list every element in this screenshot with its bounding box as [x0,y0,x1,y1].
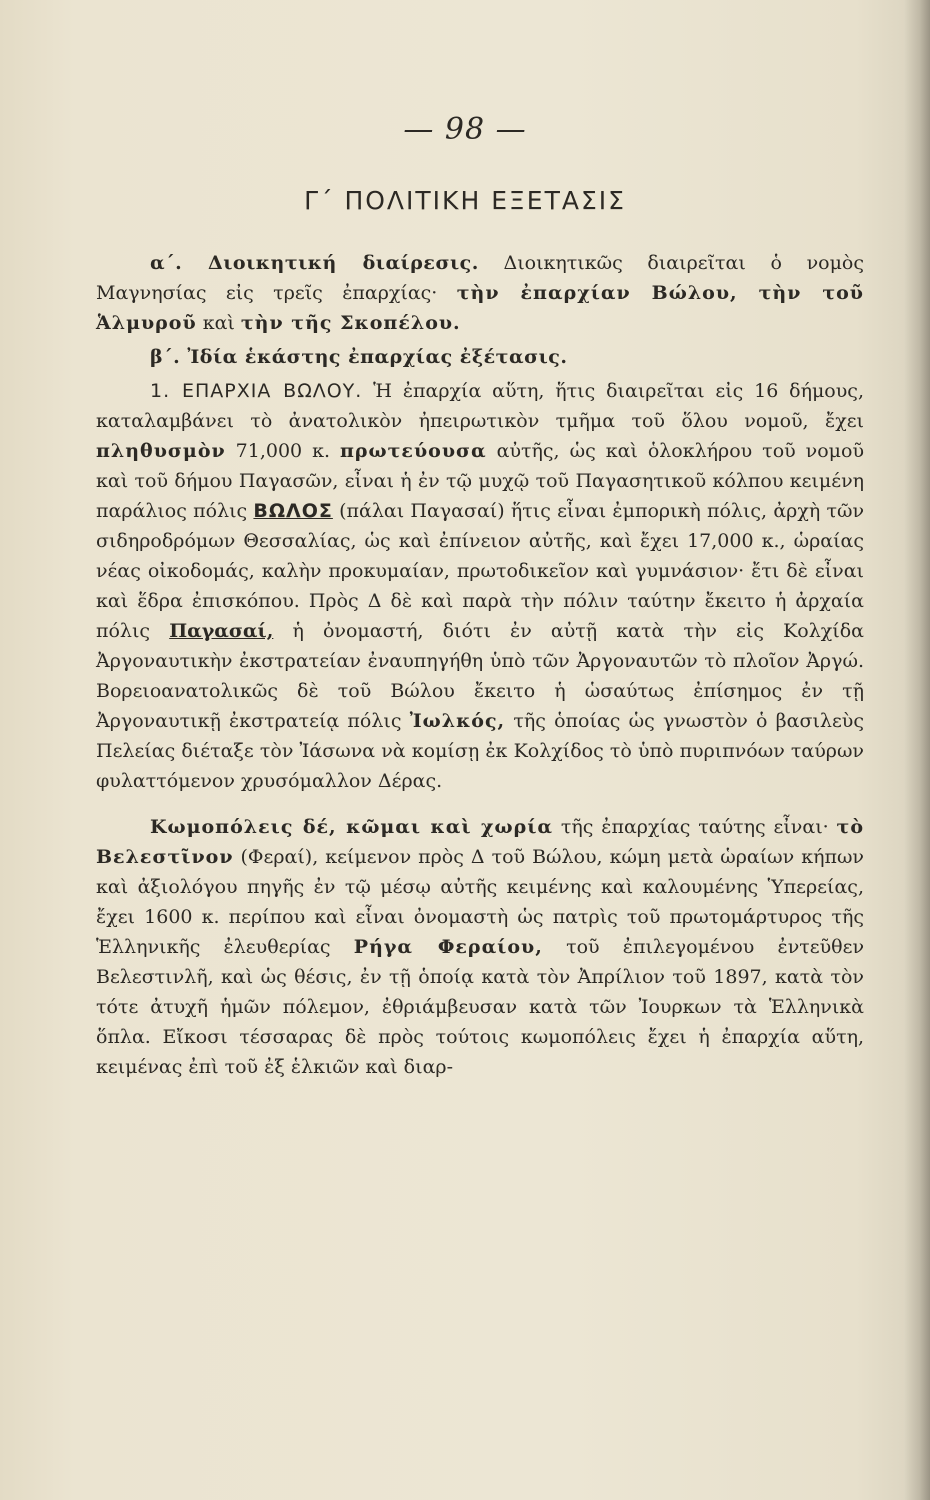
volos-text-1: Ἡ ἐπαρχία αὕτη, ἥτις διαιρεῖται εἰς 16 δήμους, καταλαμβάνει τὸ ἀνατολικὸν ἠπειρωτικὸν τμῆμα τοῦ ὅλου νομοῦ, ἔχει [96,380,864,432]
towns-text-1: τῆς ἐπαρχίας ταύτης εἶναι· [553,816,837,838]
admin-text-2: καὶ [196,312,241,334]
body-text [96,248,864,1086]
province-almyros: τὴν τοῦ Ἁλμυροῦ [96,282,864,334]
capital-label: πρωτεύουσα [340,440,487,462]
volos-text-6: τῆς ὁποίας ὡς γνωστὸν ὁ βασιλεὺς Πελείας διέταξε τὸν Ἰάσωνα νὰ κομίσῃ ἐκ Κολχίδος τὸ ὑπὸ πυριπνόων ταύρων φυλαττόμενον χρυσόμαλλον Δέρας. [96,710,864,792]
rigas-name: Ρήγα Φεραίου, [353,936,543,958]
towns-text-3: τοῦ ἐπιλεγομένου ἐντεῦθεν Βελεστινλῆ, καὶ ὡς θέσις, ἐν τῇ ὁποίᾳ κατὰ τὸν Ἀπρίλιον τοῦ 1897, κατὰ τὸν τότε ἀτυχῆ ἡμῶν πόλεμον, ἐθριάμβευσαν κατὰ τῶν Ἰουρκων τὰ Ἑλληνικὰ ὅπλα. Εἴκοσι τέσσαρας δὲ πρὸς τούτοις κωμοπόλεις ἔχει ἡ ἐπαρχία αὕτη, κειμένας ἐπὶ τοῦ ἐξ ἑλκιῶν καὶ διαρ- [96,936,865,1078]
section-title: Γ΄ ΠΟΛΙΤΙΚΗ ΕΞΕΤΑΣΙΣ [304,186,626,215]
volos-text-4: (πάλαι Παγασαί) ἥτις εἶναι ἐμπορικὴ πόλις, ἀρχὴ τῶν σιδηροδρόμων Θεσσαλίας, ὡς καὶ ἐπίνειον αὐτῆς, καὶ ἔχει 17,000 κ., ὡραίας νέας οἰκοδομάς, καλὴν προκυμαίαν, πρωτοδικεῖον καὶ γυμνάσιον· ἔτι δὲ εἶναι καὶ ἕδρα ἐπισκόπου. Πρὸς Δ δὲ καὶ παρὰ τὴν πόλιν ταύτην ἔκειτο ἡ ἀρχαία πόλις [96,500,865,642]
pagasai-name: Παγασαί, [169,620,274,642]
volos-text-5: ἡ ὀνομαστή, διότι ἐν αὐτῇ κατὰ τὴν εἰς Κολχίδα Ἀργοναυτικὴν ἐκστρατείαν ἐναυπηγήθη ὑπὸ τῶν Ἀργοναυτῶν τὸ πλοῖον Ἀργώ. Βορειοανατολικῶς δὲ τοῦ Βώλου ἔκειτο ἡ ὡσαύτως ἐπίσημος ἐν τῇ Ἀργοναυτικῇ ἐκστρατείᾳ πόλις [96,620,864,732]
volos-heading: 1. ΕΠΑΡΧΙΑ ΒΩΛΟΥ. [150,380,363,402]
province-skopelos: τὴν τῆς Σκοπέλου. [240,312,461,334]
towns-paragraph [96,812,864,1082]
page-binding-shadow [904,0,930,1500]
admin-subheading: α΄. Διοικητική διαίρεσις. [150,252,479,274]
volos-paragraph [96,376,864,796]
volos-text-3: αὐτῆς, ὡς καὶ ὁλοκλήρου τοῦ νομοῦ καὶ τοῦ δήμου Παγασῶν, εἶναι ἡ ἐν τῷ μυχῷ τοῦ Παγασητικοῦ κόλπου κειμένη παράλιος πόλις [96,440,864,522]
population-label: πληθυσμὸν [96,440,226,462]
towns-text-2: (Φεραί), κείμενον πρὸς Δ τοῦ Βώλου, κώμη μετὰ ὡραίων κήπων καὶ ἀξιολόγου πηγῆς ἐν τῷ μέσῳ αὐτῆς κειμένης καὶ καλουμένης Ὑπερείας, ἔχει 1600 κ. περίπου καὶ εἶναι ὀνομαστὴ ὡς πατρὶς τοῦ πρωτομάρτυρος τῆς Ἑλληνικῆς ἐλευθερίας [96,846,864,958]
admin-paragraph [96,248,864,338]
individual-heading-paragraph [96,342,864,372]
individual-subheading: β΄. Ἰδία ἑκάστης ἐπαρχίας ἐξέτασις. [150,346,568,368]
province-volos: τὴν ἐπαρχίαν Βώλου, [456,282,738,304]
city-volos: ΒΩΛΟΣ [253,500,333,522]
volos-text-2: 71,000 κ. [225,440,341,462]
towns-label: Κωμοπόλεις δέ, κῶμαι καὶ χωρία [150,816,554,838]
velestino-name: τὸ Βελεστῖνον [96,816,864,868]
page-number: — 98 — [403,112,527,147]
iolkos-name: Ἰωλκός, [409,710,506,732]
admin-text-1: Διοικητικῶς διαιρεῖται ὁ νομὸς Μαγνησίας εἰς τρεῖς ἐπαρχίας· [96,252,864,304]
